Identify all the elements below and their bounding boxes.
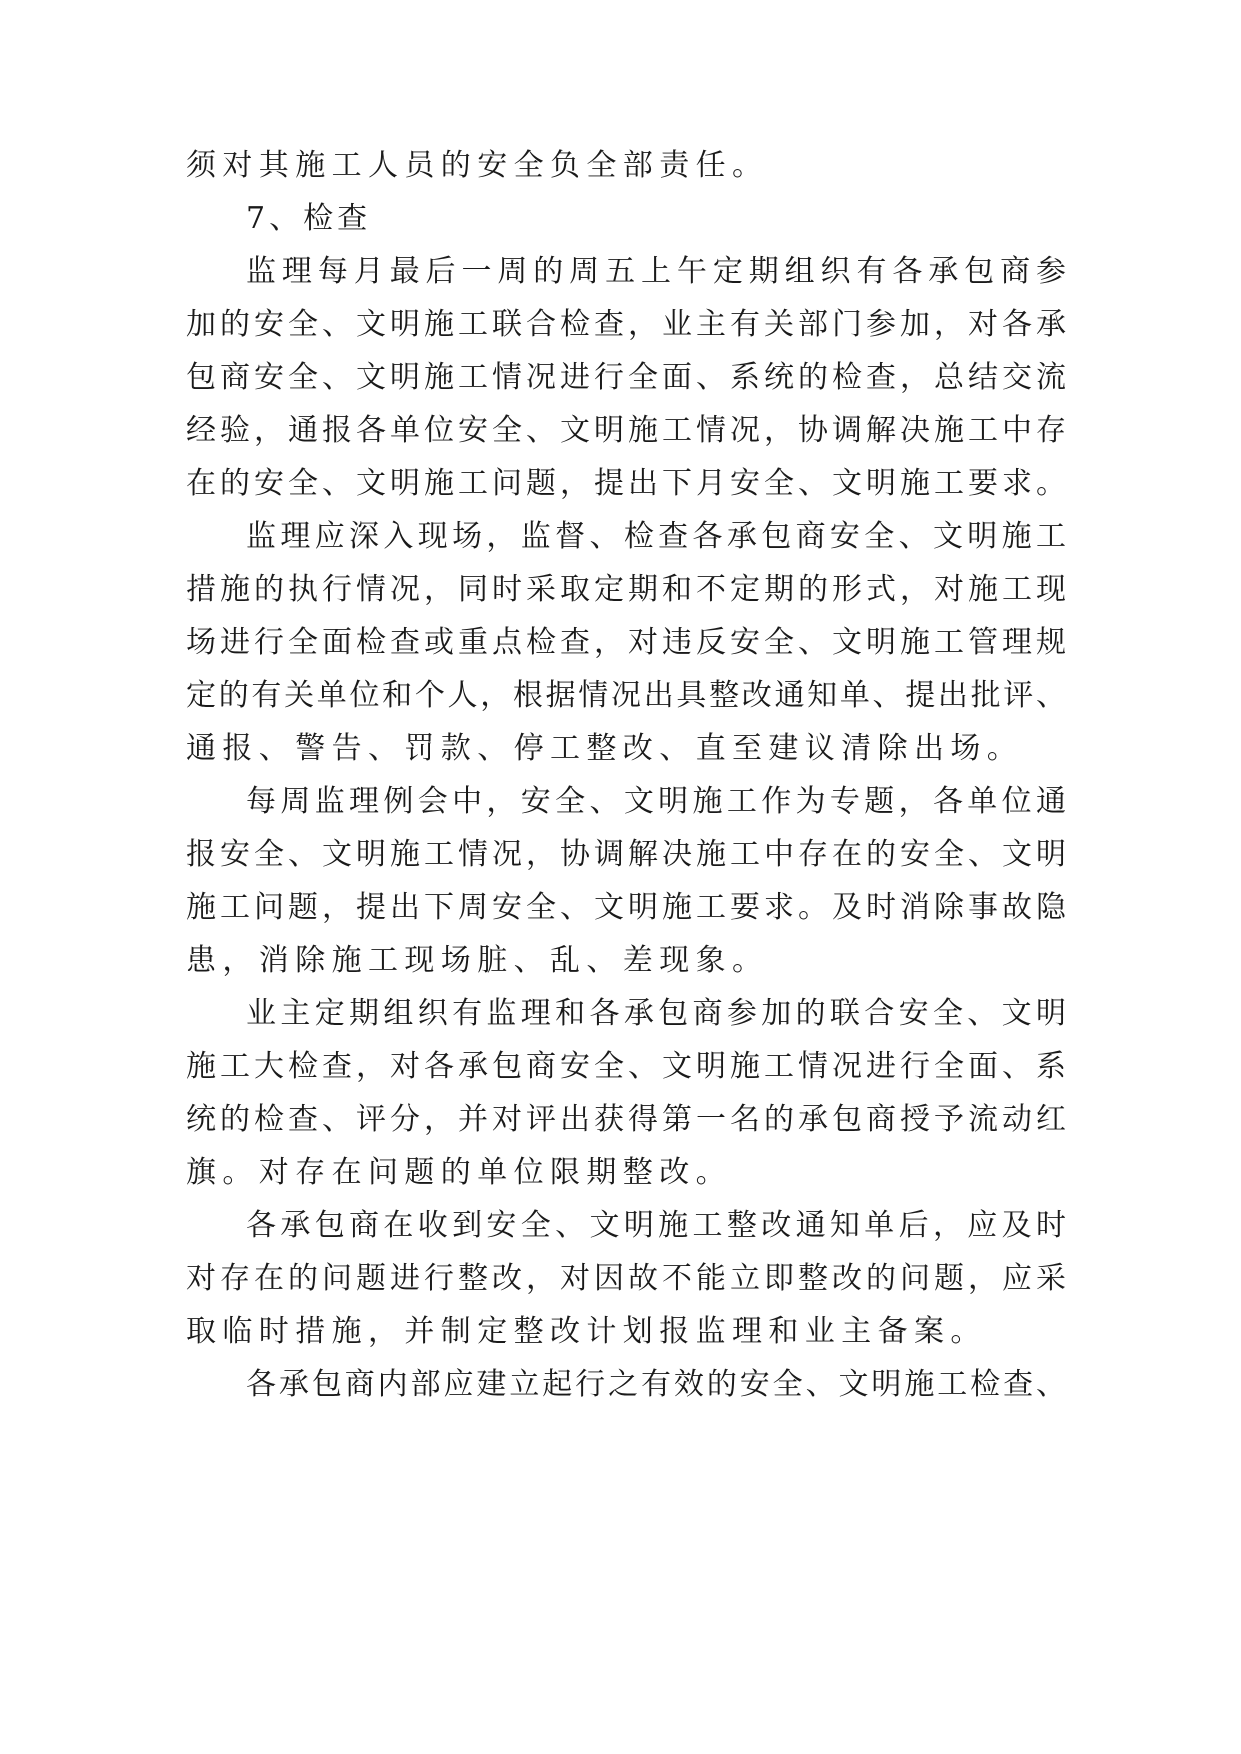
text-line: 报安全、文明施工情况，协调解决施工中存在的安全、文明: [186, 837, 1066, 872]
text-line: 旗。对存在问题的单位限期整改。: [186, 1155, 732, 1190]
text-line: 取临时措施，并制定整改计划报监理和业主备案。: [186, 1314, 987, 1349]
text-line: 业主定期组织有监理和各承包商参加的联合安全、文明: [246, 996, 1066, 1031]
text-line: 在的安全、文明施工问题，提出下月安全、文明施工要求。: [186, 466, 1066, 501]
text-line: 监理应深入现场，监督、检查各承包商安全、文明施工: [246, 519, 1066, 554]
text-line: 施工问题，提出下周安全、文明施工要求。及时消除事故隐: [186, 890, 1066, 925]
text-line: 统的检查、评分，并对评出获得第一名的承包商授予流动红: [186, 1102, 1066, 1137]
text-line: 须对其施工人员的安全负全部责任。: [186, 148, 769, 183]
text-line: 包商安全、文明施工情况进行全面、系统的检查，总结交流: [186, 360, 1066, 395]
text-line: 对存在的问题进行整改，对因故不能立即整改的问题，应采: [186, 1261, 1066, 1296]
text-line: 经验，通报各单位安全、文明施工情况，协调解决施工中存: [186, 413, 1066, 448]
text-line: 施工大检查，对各承包商安全、文明施工情况进行全面、系: [186, 1049, 1066, 1084]
text-line: 各承包商在收到安全、文明施工整改通知单后，应及时: [246, 1208, 1066, 1243]
section-heading: 7、检查: [246, 201, 372, 236]
text-line: 措施的执行情况，同时采取定期和不定期的形式，对施工现: [186, 572, 1066, 607]
text-line: 各承包商内部应建立起行之有效的安全、文明施工检查、: [246, 1367, 1066, 1402]
text-line: 每周监理例会中，安全、文明施工作为专题，各单位通: [246, 784, 1066, 819]
text-line: 监理每月最后一周的周五上午定期组织有各承包商参: [246, 254, 1066, 289]
text-line: 加的安全、文明施工联合检查，业主有关部门参加，对各承: [186, 307, 1066, 342]
text-line: 通报、警告、罚款、停工整改、直至建议清除出场。: [186, 731, 1024, 766]
text-line: 患，消除施工现场脏、乱、差现象。: [186, 943, 769, 978]
text-line: 场进行全面检查或重点检查，对违反安全、文明施工管理规: [186, 625, 1066, 660]
text-line: 定的有关单位和个人，根据情况出具整改通知单、提出批评、: [186, 678, 1066, 713]
